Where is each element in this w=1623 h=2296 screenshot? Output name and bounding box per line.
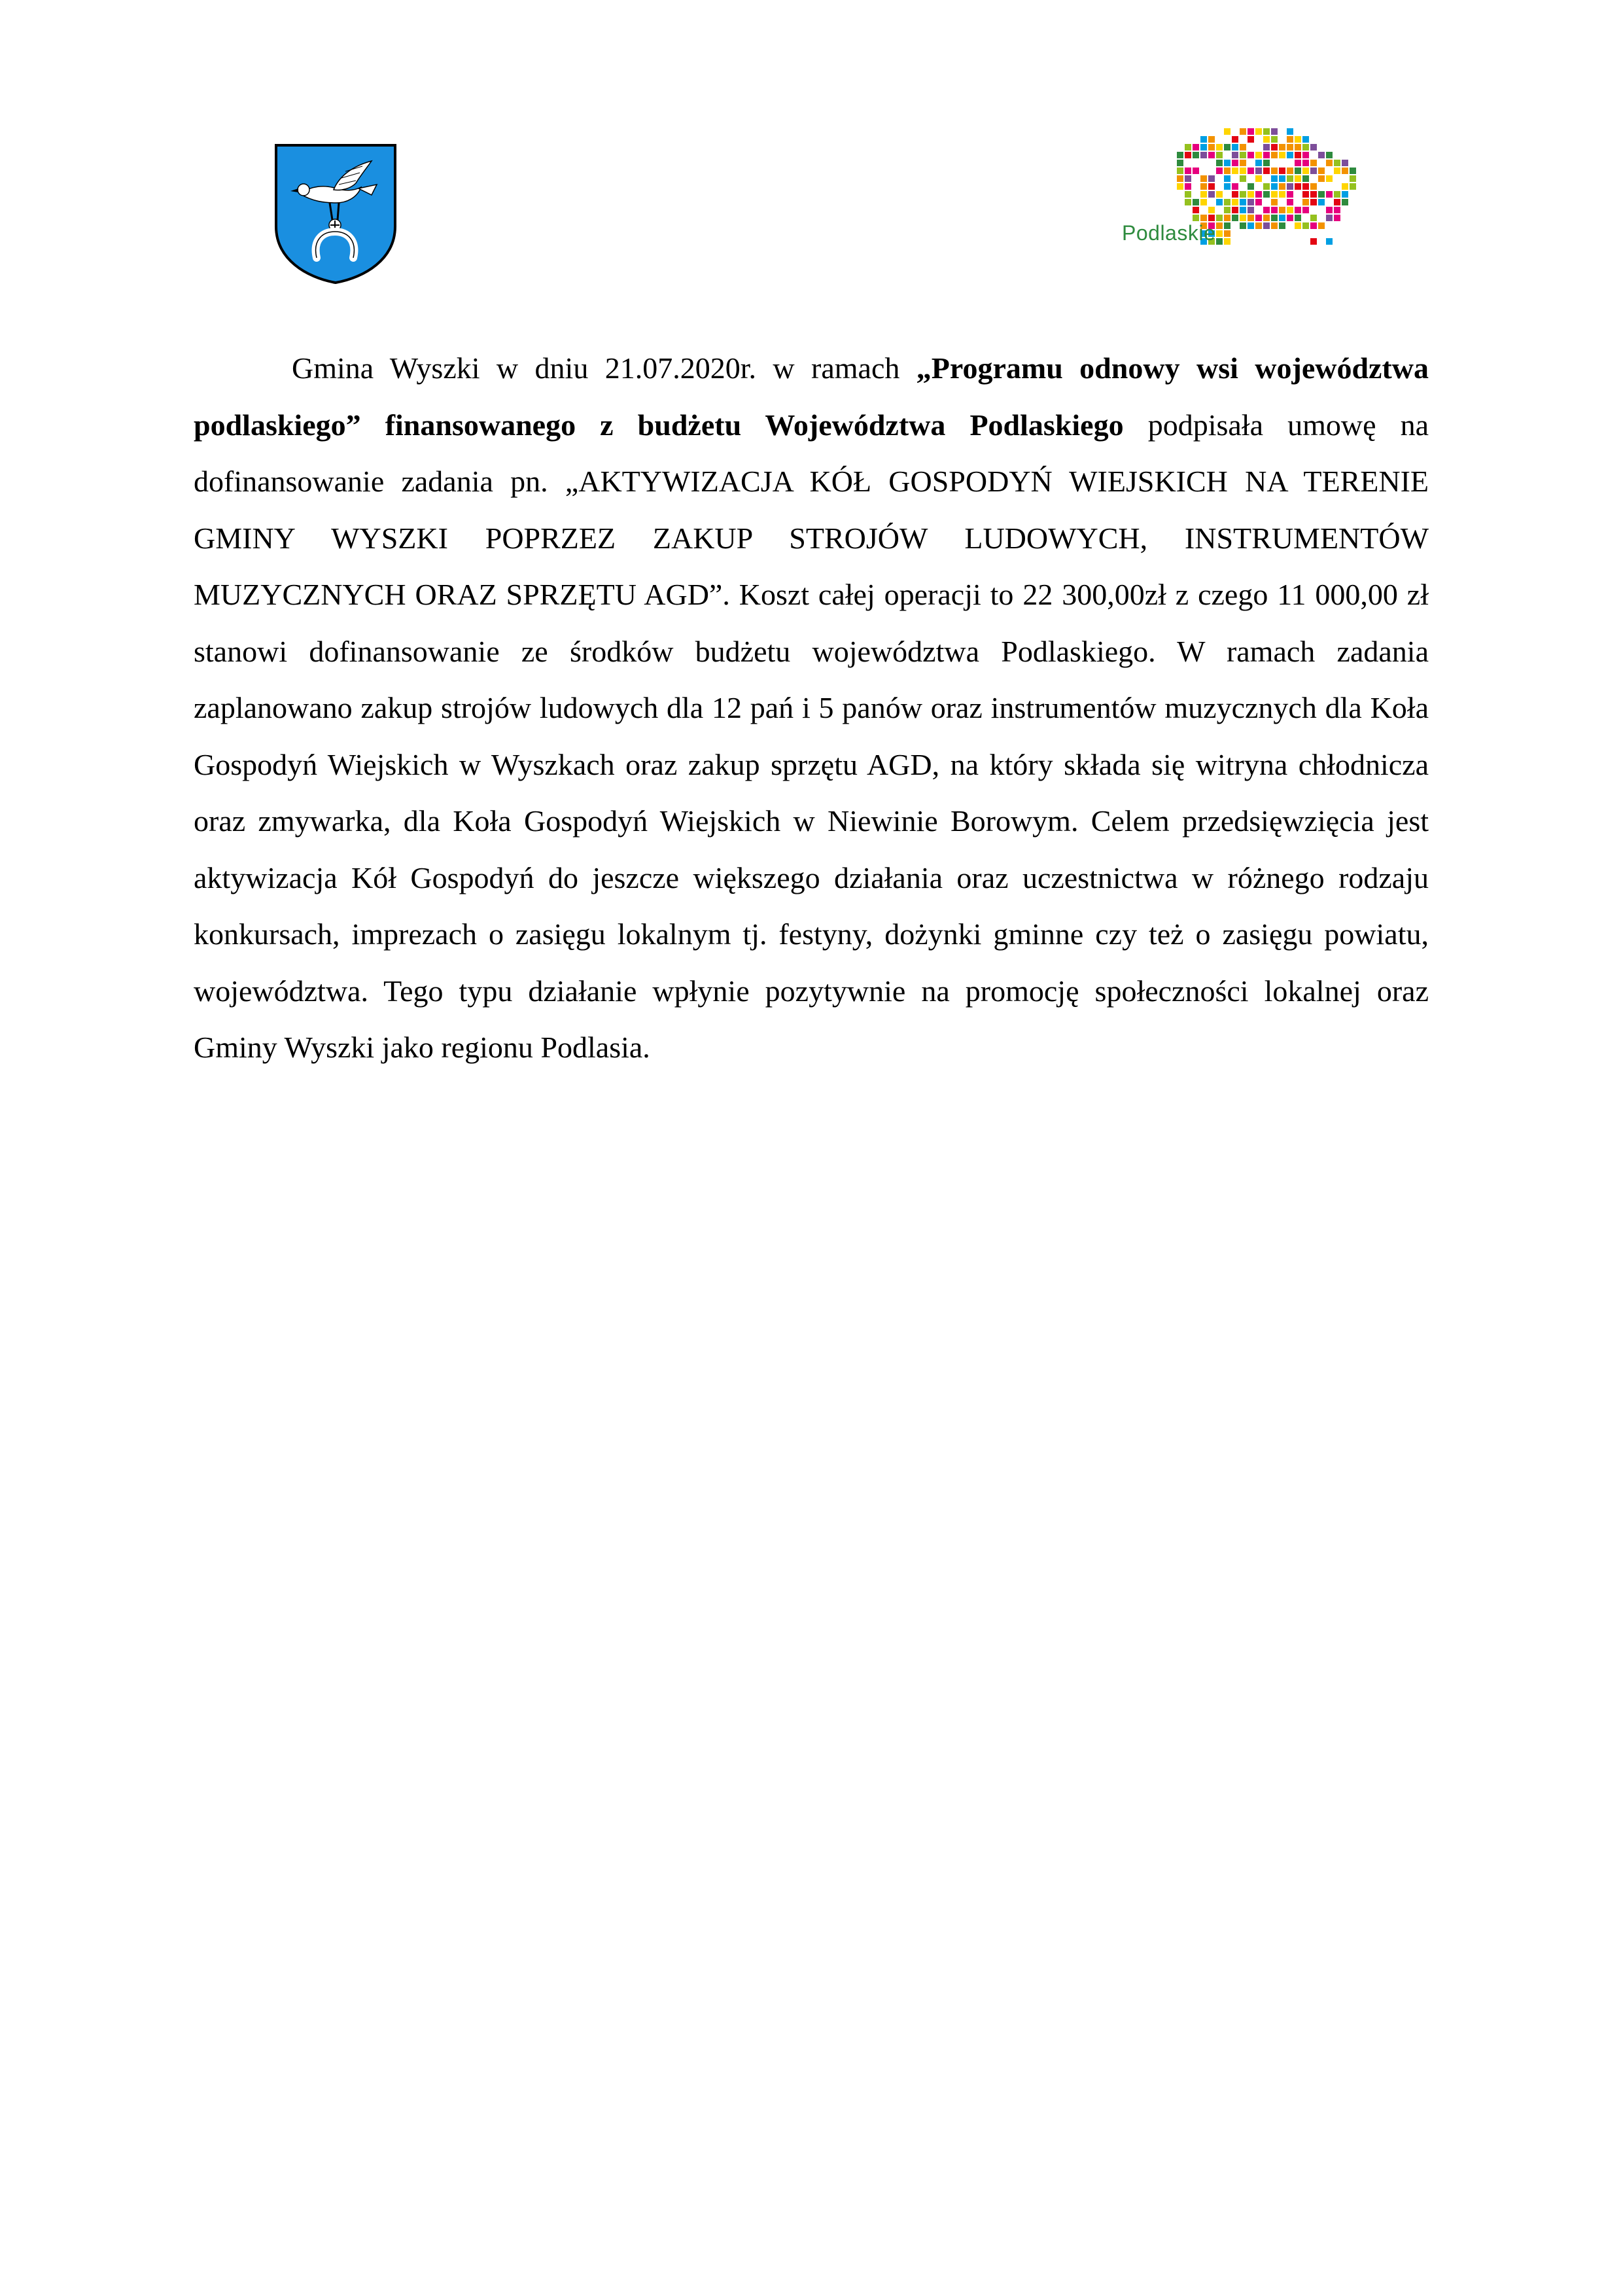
paragraph-run-program-name: „Programu odnowy wsi województwa podlaskiego” finansowanego z budżetu Województwa Podlaskiego — [194, 351, 1429, 442]
body-paragraph — [194, 340, 1429, 1076]
podlaskie-wordmark: Podlaskie — [1122, 221, 1216, 245]
podlaskie-logo — [1122, 128, 1357, 250]
coat-of-arms-icon — [273, 143, 398, 285]
page-header — [0, 0, 1623, 301]
paragraph-run-intro: Gmina Wyszki w dniu 21.07.2020r. w ramach — [292, 351, 916, 385]
paragraph-run-body: podpisała umowę na dofinansowanie zadania pn. „AKTYWIZACJA KÓŁ GOSPODYŃ WIEJSKICH NA TERENIE GMINY WYSZKI POPRZEZ ZAKUP STROJÓW LUDOWYCH, INSTRUMENTÓW MUZYCZNYCH ORAZ SPRZĘTU AGD”. Koszt całej operacji to 22 300,00zł z czego 11 000,00 zł stanowi dofinansowanie ze środków budżetu województwa Podlaskiego. W ramach zadania zaplanowano zakup strojów ludowych dla 12 pań i 5 panów oraz instrumentów muzycznych dla Koła Gospodyń Wiejskich w Wyszkach oraz zakup sprzętu AGD, na który składa się witryna chłodnicza oraz zmywarka, dla Koła Gospodyń Wiejskich w Niewinie Borowym. Celem przedsięwzięcia jest aktywizacja Kół Gospodyń do jeszcze większego działania oraz uczestnictwa w różnego rodzaju konkursach, imprezach o zasięgu lokalnym tj. festyny, dożynki gminne czy też o zasięgu powiatu, województwa. Tego typu działanie wpłynie pozytywnie na promocję społeczności lokalnej oraz Gminy Wyszki jako regionu Podlasia. — [194, 408, 1429, 1064]
